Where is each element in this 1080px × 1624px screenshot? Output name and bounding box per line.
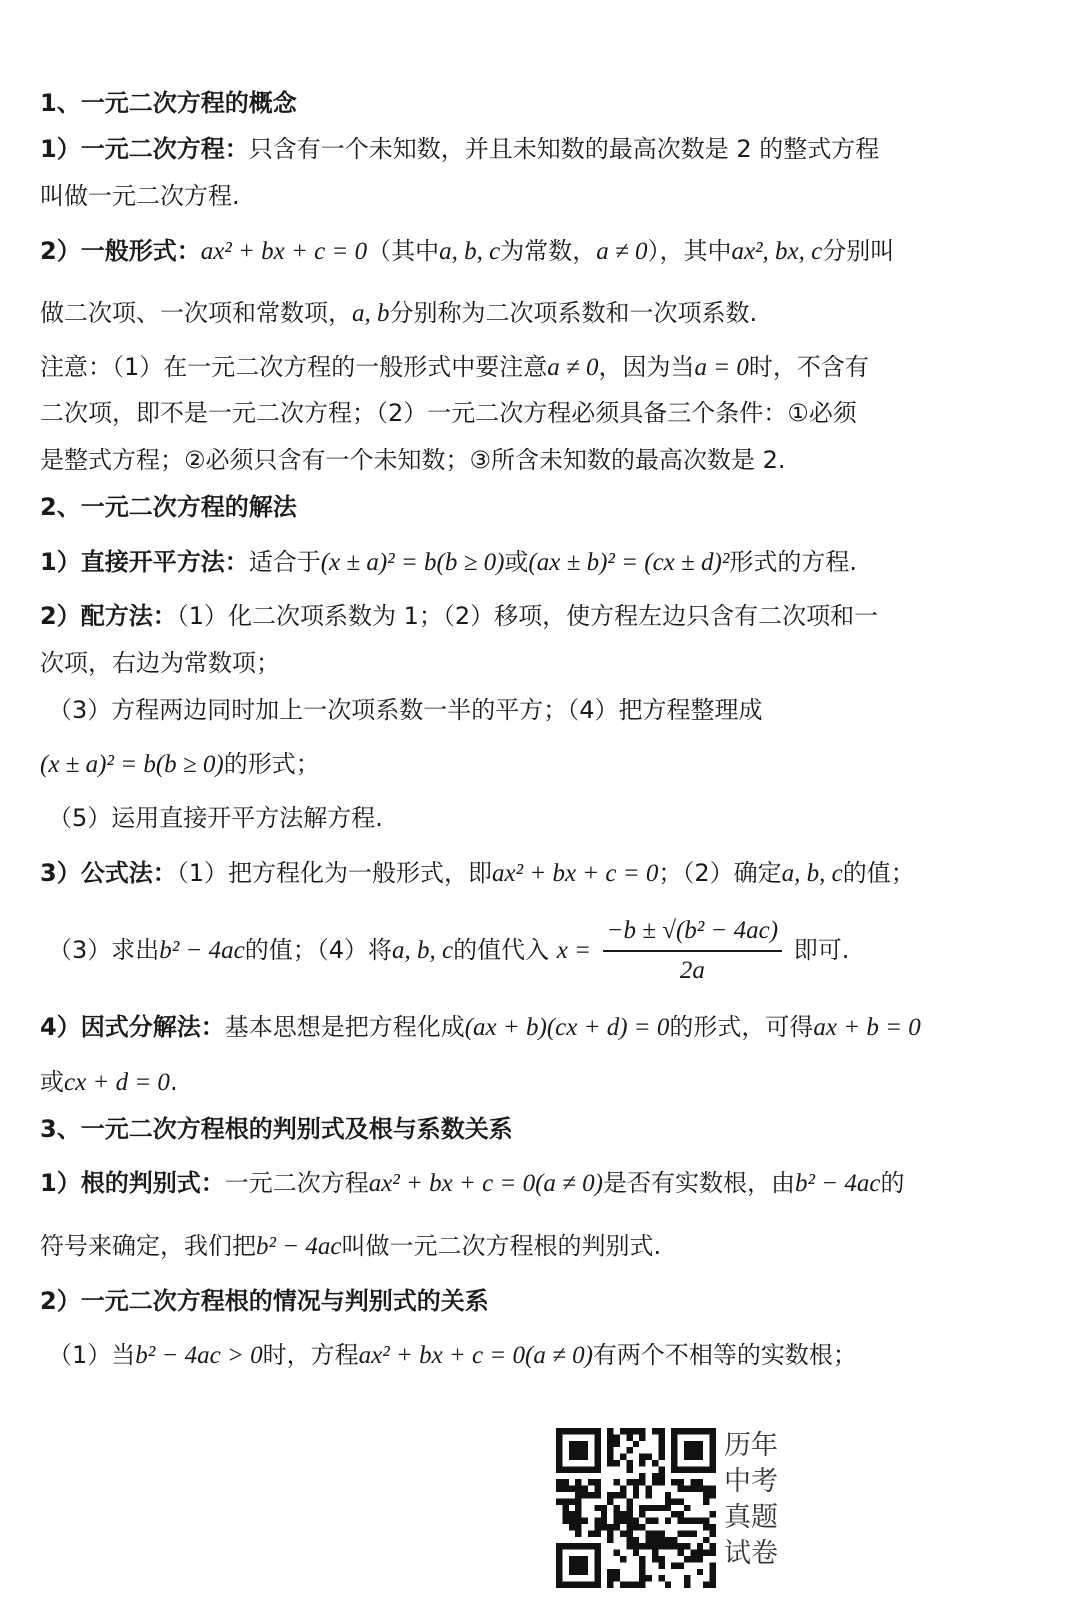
discriminant-l2 xyxy=(40,1231,661,1262)
general-form-cont-text: 做二次项、一次项和常数项， xyxy=(40,299,352,327)
note-line-2: 二次项，即不是一元二次方程；（2）一元二次方程必须具备三个条件：①必须 xyxy=(40,399,857,427)
general-form-cont xyxy=(40,298,757,329)
direct-sqrt-text: 或 xyxy=(504,548,529,576)
formula-text: 的值；（4）将 xyxy=(244,936,393,964)
note-text: 时，不含有 xyxy=(748,353,869,381)
discriminant-text: 的 xyxy=(880,1169,905,1197)
general-form-line xyxy=(40,236,894,267)
definition-line xyxy=(40,134,879,164)
direct-sqrt-label: 1）直接开平方法： xyxy=(40,548,249,576)
factoring-l2 xyxy=(40,1067,178,1098)
discriminant-math: b² − 4ac xyxy=(256,1233,342,1260)
factoring-label: 4）因式分解法： xyxy=(40,1013,225,1041)
factoring-text: 基本思想是把方程化成 xyxy=(224,1013,465,1041)
direct-sqrt-line xyxy=(40,547,857,578)
direct-sqrt-math: (x ± a)² = b(b ≥ 0) xyxy=(320,549,505,576)
factoring-math: ax + b = 0 xyxy=(813,1014,921,1041)
direct-sqrt-math: (ax ± b)² = (cx ± d)² xyxy=(528,549,730,576)
note-line-3: 是整式方程；②必须只含有一个未知数；③所含未知数的最高次数是 2. xyxy=(40,446,786,474)
section-1-heading: 1、一元二次方程的概念 xyxy=(40,89,297,117)
factoring-text: 或 xyxy=(40,1068,64,1096)
direct-sqrt-text: 形式的方程. xyxy=(729,548,857,576)
a-nonzero-math: a ≠ 0 xyxy=(596,238,648,265)
case-math: ax² + bx + c = 0(a ≠ 0) xyxy=(358,1342,593,1369)
quadratic-formula-denominator: 2a xyxy=(679,957,705,984)
relation-heading: 2）一元二次方程根的情况与判别式的关系 xyxy=(40,1287,489,1315)
formula-line xyxy=(40,858,915,889)
general-form-text: （其中 xyxy=(367,237,440,265)
general-form-text: 为常数， xyxy=(500,237,597,265)
section-2-heading: 2、一元二次方程的解法 xyxy=(40,493,297,521)
formula-math: a, b, c xyxy=(781,860,843,887)
definition-label: 1）一元二次方程： xyxy=(40,135,249,163)
formula-text: 的值代入 xyxy=(453,936,550,964)
case-text: （1）当 xyxy=(48,1341,136,1369)
case-text: 有两个不相等的实数根； xyxy=(592,1341,857,1369)
section-3-heading: 3、一元二次方程根的判别式及根与系数关系 xyxy=(40,1115,513,1143)
complete-square-l2: 次项，右边为常数项； xyxy=(40,649,280,677)
formula-label: 3）公式法： xyxy=(40,859,177,887)
quadratic-formula-x: x = xyxy=(556,937,591,964)
discriminant-line xyxy=(40,1168,904,1199)
discriminant-text: 叫做一元二次方程根的判别式. xyxy=(341,1232,662,1260)
case-math: b² − 4ac > 0 xyxy=(135,1342,263,1369)
discriminant-text: 是否有实数根，由 xyxy=(602,1169,795,1197)
definition-text: 只含有一个未知数，并且未知数的最高次数是 2 的整式方程 xyxy=(248,135,880,163)
discriminant-label: 1）根的判别式： xyxy=(40,1169,225,1197)
discriminant-math: b² − 4ac xyxy=(159,937,245,964)
general-form-cont-text: 分别称为二次项系数和一次项系数. xyxy=(389,299,758,327)
formula-text: 的值； xyxy=(842,859,915,887)
complete-square-text: 的形式； xyxy=(223,750,320,778)
formula-math: ax² + bx + c = 0 xyxy=(491,860,659,887)
formula-math: a, b, c xyxy=(392,937,454,964)
factoring-line xyxy=(40,1012,921,1043)
complete-square-label: 2）配方法： xyxy=(40,602,177,630)
complete-square-l4 xyxy=(40,749,320,780)
case-1-line xyxy=(48,1340,857,1371)
qr-code xyxy=(556,1428,716,1588)
factoring-text: . xyxy=(169,1068,178,1096)
quadratic-formula-numerator: −b ± √(b² − 4ac) xyxy=(603,914,782,952)
formula-text: ；（2）确定 xyxy=(658,859,782,887)
general-form-text: 分别叫 xyxy=(822,237,895,265)
terms-math: ax², bx, c xyxy=(731,238,823,265)
complete-square-math: (x ± a)² = b(b ≥ 0) xyxy=(40,751,224,778)
general-form-equation: ax² + bx + c = 0 xyxy=(200,238,368,265)
formula-text: （3）求出 xyxy=(48,936,160,964)
formula-text: （1）把方程化为一般形式，即 xyxy=(176,859,492,887)
factoring-text: 的形式，可得 xyxy=(669,1013,814,1041)
qr-label-line-1: 历年 xyxy=(724,1430,778,1461)
factoring-math: (ax + b)(cx + d) = 0 xyxy=(464,1014,670,1041)
discriminant-text: 符号来确定，我们把 xyxy=(40,1232,256,1260)
complete-square-text: （1）化二次项系数为 1；（2）移项，使方程左边只含有二次项和一 xyxy=(176,602,879,630)
factoring-math: cx + d = 0 xyxy=(64,1069,170,1096)
note-text: 注意：（1）在一元二次方程的一般形式中要注意 xyxy=(40,353,548,381)
definition-cont: 叫做一元二次方程. xyxy=(40,182,240,210)
formula-text: 即可. xyxy=(793,936,850,964)
quadratic-formula-fraction xyxy=(603,914,782,988)
coefficients-math: a, b, c xyxy=(439,238,501,265)
case-text: 时，方程 xyxy=(262,1341,359,1369)
note-math: a = 0 xyxy=(694,354,749,381)
note-math: a ≠ 0 xyxy=(547,354,599,381)
general-form-label: 2）一般形式： xyxy=(40,237,201,265)
note-text: ，因为当 xyxy=(598,353,695,381)
formula-l2 xyxy=(48,914,849,988)
direct-sqrt-text: 适合于 xyxy=(248,548,321,576)
complete-square-l3: （3）方程两边同时加上一次项系数一半的平方；（4）把方程整理成 xyxy=(48,696,763,724)
qr-label-line-2: 中考 xyxy=(724,1466,778,1497)
ab-math: a, b xyxy=(352,300,390,327)
discriminant-text: 一元二次方程 xyxy=(224,1169,369,1197)
discriminant-math: b² − 4ac xyxy=(794,1170,881,1197)
complete-square-l5: （5）运用直接开平方法解方程. xyxy=(48,804,383,832)
discriminant-math: ax² + bx + c = 0(a ≠ 0) xyxy=(368,1170,603,1197)
note-line-1 xyxy=(40,352,869,383)
qr-label-line-4: 试卷 xyxy=(724,1538,778,1569)
general-form-text: ），其中 xyxy=(647,237,732,265)
qr-label-line-3: 真题 xyxy=(724,1502,778,1533)
complete-square-line xyxy=(40,601,878,631)
